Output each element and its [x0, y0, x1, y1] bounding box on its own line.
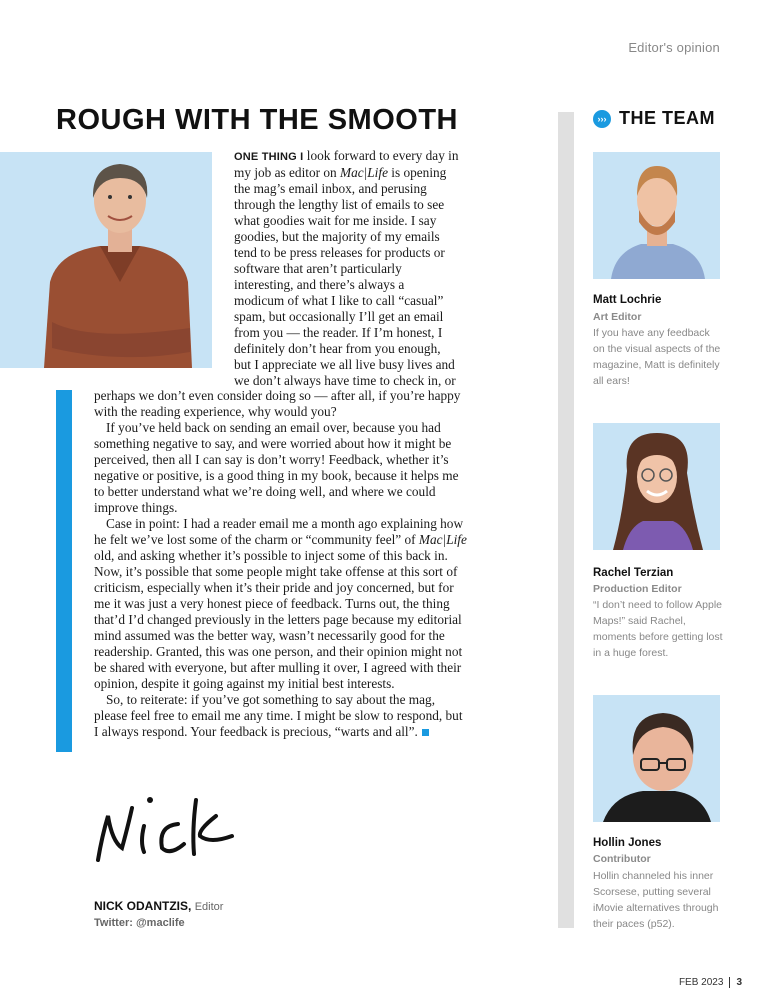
- article-text: Case in point: I had a reader email me a month ago explaining how he felt we’ve lost some of the charm or “community feel” of: [94, 516, 464, 547]
- magazine-name: Mac|Life: [418, 532, 467, 547]
- article-line: what goodies wait for me inside. I say: [234, 213, 437, 228]
- article-line: tend to be press releases for products or: [234, 245, 445, 260]
- article-line: the mag’s email inbox, and perusing: [234, 181, 427, 196]
- member-role: Art Editor: [593, 311, 642, 323]
- member-bio: Hollin channeled his inner Scorsese, putting several iMovie alternatives through their paces (p52).: [593, 870, 719, 930]
- member-photo-rachel: [593, 423, 720, 550]
- magazine-name: Mac|Life: [340, 165, 388, 180]
- paragraph: [94, 692, 470, 740]
- article-line: interesting, and there’s always a: [234, 277, 405, 292]
- article-text: old, and asking whether it’s possible to inject some of this back in. Now, it’s possible that some people might take offense at this sort of criticism, especially when it’s their pride and joy concerned, but for me it was just a very honest piece of feedback. Turns out, the thing that’d I’d changed previously in the letters page because my editorial mind assumed was the better way, wasn’t necessarily good for the readership. Granted, this was one person, and their opinion might not be shared with everyone, but after mulling it over, I agreed with their opinion, despite it going against my initial best interests.: [94, 548, 463, 691]
- member-photo-hollin: [593, 695, 720, 822]
- article-text: look forward to every day in: [303, 148, 459, 163]
- lead-in: ONE THING I: [234, 151, 304, 163]
- page-footer: [679, 977, 742, 988]
- page-number: 3: [736, 977, 742, 988]
- article-line: but I appreciate we all live busy lives and: [234, 357, 455, 372]
- article-line: definitely don’t hear from you enough,: [234, 341, 441, 356]
- chevrons-right-icon: ›››: [593, 110, 611, 128]
- article-line: software that aren’t particularly: [234, 261, 402, 276]
- author-name: [94, 899, 223, 913]
- article-line: [234, 148, 470, 165]
- sidebar-rule: [558, 112, 574, 928]
- team-header: [593, 108, 715, 129]
- article-intro: [234, 148, 470, 389]
- member-role: Contributor: [593, 853, 651, 865]
- article-text: So, to reiterate: if you’ve got something to say about the mag, please feel free to email me any time. I might be slow to respond, but I always respond. Your feedback is precious, “warts and all”.: [94, 692, 463, 739]
- article-body: [94, 388, 470, 740]
- article-line: spam, but occasionally I’ll get an email: [234, 309, 444, 324]
- editor-portrait: [0, 152, 212, 368]
- member-name: Rachel Terzian: [593, 567, 674, 579]
- issue-date: FEB 2023: [679, 977, 730, 988]
- end-mark-icon: [422, 729, 429, 736]
- author-twitter: Twitter: @maclife: [94, 917, 185, 929]
- accent-bar: [56, 390, 72, 752]
- author-name-text: NICK ODANTZIS,: [94, 899, 192, 913]
- member-bio: If you have any feedback on the visual aspects of the magazine, Matt is definitely all ears!: [593, 327, 721, 387]
- paragraph: perhaps we don’t even consider doing so — after all, if you’re happy with the reading experience, why would you?: [94, 388, 461, 419]
- handwritten-signature: [92, 786, 242, 866]
- paragraph: [94, 516, 470, 692]
- article-text: is opening: [387, 165, 447, 180]
- article-line: from you — the reader. If I’m honest, I: [234, 325, 443, 340]
- member-photo-matt: [593, 152, 720, 279]
- member-name: Matt Lochrie: [593, 294, 662, 306]
- section-label: Editor's opinion: [628, 40, 720, 55]
- member-name: Hollin Jones: [593, 837, 662, 849]
- article-line: goodies, but the majority of my emails: [234, 229, 440, 244]
- member-role: Production Editor: [593, 583, 682, 595]
- member-bio: “I don’t need to follow Apple Maps!” said Rachel, moments before getting lost in a huge forest.: [593, 599, 723, 659]
- author-role: Editor: [194, 901, 224, 913]
- article-text: my job as editor on: [234, 165, 340, 180]
- article-line: [234, 165, 470, 181]
- paragraph: If you’ve held back on sending an email over, because you had something negative to say, and were worried about how it might be perceived, then all I can say is don’t worry! Feedback, whether it’s negative or positive, is a good thing in my book, because it helps me to better understand what we’re doing well, and where we could improve things.: [94, 420, 459, 515]
- page-title: ROUGH WITH THE SMOOTH: [56, 104, 458, 136]
- team-title: THE TEAM: [619, 108, 715, 128]
- article-line: modicum of what I like to call “casual”: [234, 293, 444, 308]
- article-line: through the lengthy list of emails to see: [234, 197, 445, 212]
- article-line: we don’t always have time to check in, or: [234, 373, 456, 388]
